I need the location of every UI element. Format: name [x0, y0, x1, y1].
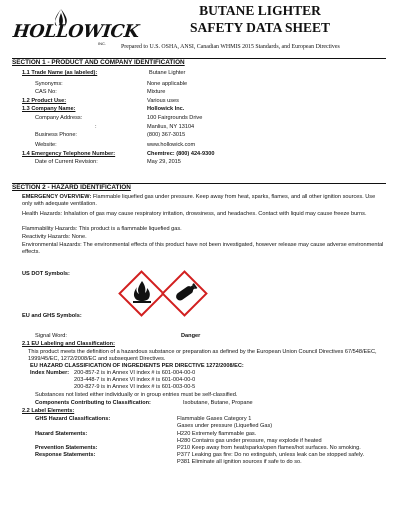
company-name-value: Hollowick Inc. — [147, 106, 185, 112]
components-label: Components Contributing to Classification: — [35, 400, 151, 406]
synonyms-label: Synonyms: — [35, 81, 63, 87]
ghs-symbols-label: EU and GHS Symbols: — [22, 313, 82, 319]
ghs-classifications-label: GHS Hazard Classifications: — [35, 416, 111, 422]
overview-text: Flammable liquefied gas under pressure. Keep away from heat, sparks, flames, and all other ignition sources. Use only with adequate ventilation. — [22, 194, 376, 207]
index-line-2: 203-448-7 is in Annex VI index # is 601-004-00-0 — [74, 377, 196, 383]
address-colon: : — [95, 124, 97, 130]
health-hazards: Health Hazards: Inhalation of gas may cause respiratory irritation, drowsiness, and headaches. Contact with liquid may cause freeze burns. — [22, 211, 367, 217]
ghs-classifications-line-2: Gases under pressure (Liquefied Gas) — [177, 423, 273, 429]
document-title: BUTANE LIGHTER — [199, 3, 321, 18]
business-phone-label: Business Phone: — [35, 132, 77, 138]
website-value: www.hollowick.com — [147, 142, 196, 148]
flammability-hazards: Flammability Hazards: This product is a flammable liquefied gas. — [22, 226, 182, 232]
eu-labeling-text: This product meets the definition of a hazardous substance or preparation as defined by the European Union Council Directives 67/548/EEC, 1999/45/EC, 1272/2008/EC and subsequent Directives. — [28, 349, 377, 362]
logo-wordmark: HOLLOWICK — [11, 22, 140, 42]
label-elements-heading: 2.2 Label Elements: — [22, 408, 75, 414]
hazard-statements-label: Hazard Statements: — [35, 431, 88, 437]
response-statement-2: P381 Eliminate all ignition sources if safe to do so. — [177, 459, 302, 465]
section2-title: SECTION 2 - HAZARD IDENTIFICATION — [12, 184, 131, 191]
substances-note: Substances not listed either individually or in group entries must be self-classified. — [35, 392, 238, 398]
flammable-flame-icon — [119, 270, 165, 316]
company-name-label: 1.3 Company Name: — [22, 106, 76, 112]
product-use-label: 1.2 Product Use: — [22, 98, 67, 104]
eu-labeling-heading: 2.1 EU Labeling and Classification: — [22, 341, 115, 347]
company-logo — [11, 7, 140, 49]
environmental-hazards: Environmental Hazards: The environmental effects of this product have not been investigated, however release may cause adverse environmental effects. — [22, 242, 384, 255]
signal-word-label: Signal Word: — [35, 333, 67, 339]
response-statement-1: P377 Leaking gas fire: Do no extinguish, unless leak can be stopped safely. — [177, 452, 365, 458]
company-address-value: 100 Fairgrounds Drive — [147, 115, 203, 121]
prevention-statement-1: P210 Keep away from heat/sparks/open flames/hot surfaces. No smoking. — [177, 445, 361, 451]
emergency-overview — [22, 194, 386, 207]
eu-classification-heading: EU HAZARD CLASSIFICATION OF INGREDIENTS PER DIRECTIVE 1272/2008/EC: — [30, 363, 244, 369]
product-use-value: Various uses — [147, 98, 179, 104]
website-label: Website: — [35, 142, 57, 148]
business-phone-value: (800) 367-3015 — [147, 132, 186, 138]
revision-date-label: Date of Current Revision: — [35, 159, 98, 165]
hazard-statement-2: H280 Contains gas under pressure, may explode if heated — [177, 438, 322, 444]
prepared-standards: Prepared to U.S. OSHA, ANSI, Canadian WHMIS 2015 Standards, and European Directives — [121, 44, 340, 50]
components-value: Isobutane, Butane, Propane — [183, 400, 253, 406]
prevention-statements-label: Prevention Statements: — [35, 445, 98, 451]
index-number-label: Index Number: — [30, 370, 70, 376]
synonyms-value: None applicable — [147, 81, 188, 87]
ghs-classifications-line-1: Flammable Gases Category 1 — [177, 416, 252, 422]
section1-title: SECTION 1 - PRODUCT AND COMPANY IDENTIFICATION — [12, 59, 185, 66]
hazard-statement-1: H220 Extremely flammable gas. — [177, 431, 257, 437]
emergency-phone-value: Chemtrec: (800) 424-9300 — [147, 151, 215, 157]
cas-value: Mixture — [147, 89, 166, 95]
gas-cylinder-icon — [162, 270, 208, 316]
company-address-label: Company Address: — [35, 115, 83, 121]
address-city-value: Manlius, NY 13104 — [147, 124, 195, 130]
signal-word-value: Danger — [181, 333, 201, 339]
index-line-3: 200-827-9 is in Annex VI index # is 601-003-00-5 — [74, 384, 196, 390]
cas-label: CAS No: — [35, 89, 57, 95]
document-subtitle: SAFETY DATA SHEET — [189, 20, 331, 35]
trade-name-label: 1.1 Trade Name (as labeled): — [22, 70, 98, 76]
revision-date-value: May 29, 2015 — [147, 159, 181, 165]
reactivity-hazards: Reactivity Hazards: None. — [22, 234, 87, 240]
overview-label: EMERGENCY OVERVIEW: — [22, 194, 92, 200]
emergency-phone-label: 1.4 Emergency Telephone Number: — [22, 151, 116, 157]
us-dot-symbols-label: US DOT Symbols: — [22, 271, 70, 277]
index-line-1: 200-857-2 is in Annex VI index # is 601-004-00-0 — [74, 370, 196, 376]
response-statements-label: Response Statements: — [35, 452, 96, 458]
logo-suffix: INC. — [98, 41, 106, 46]
trade-name-value: Butane Lighter — [149, 70, 186, 76]
